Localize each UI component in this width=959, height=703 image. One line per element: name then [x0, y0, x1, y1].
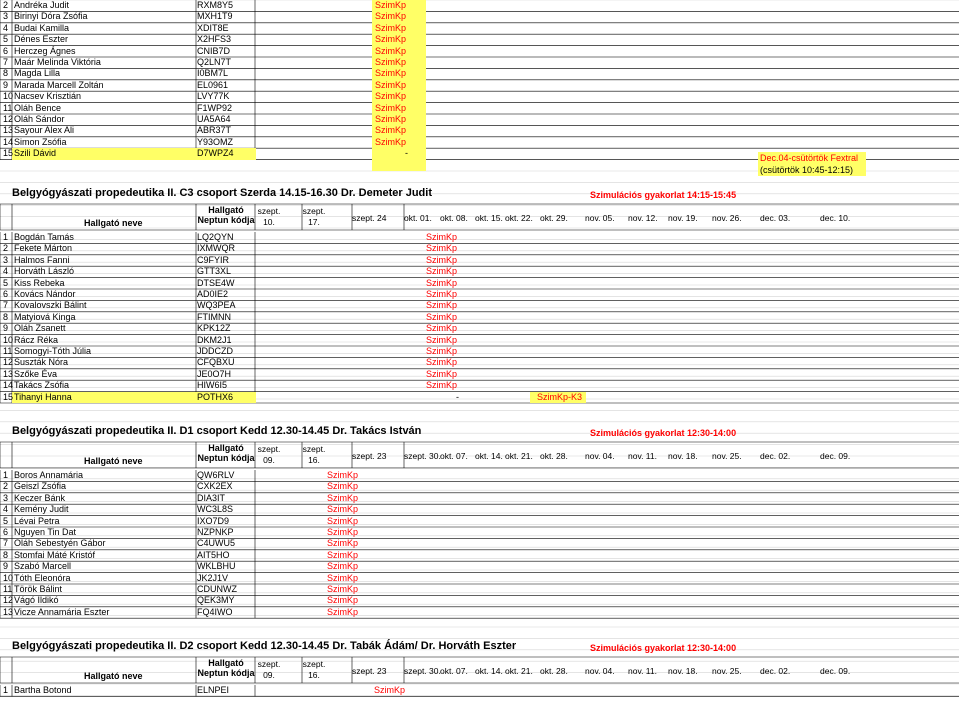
neptun-code: WC3L8S — [197, 504, 234, 515]
date-header: nov. 04. — [585, 666, 615, 676]
date-header: szept. 30. — [404, 666, 441, 676]
status-cell: SzimKp — [327, 584, 359, 594]
status-cell: SzimKp — [375, 45, 407, 56]
name-header: Hallgató neve — [84, 671, 143, 681]
student-name: Nacsev Krisztián — [14, 91, 82, 102]
row-number: 12 — [3, 357, 14, 368]
status-cell: SzimKp — [327, 481, 359, 492]
row-number: 13 — [3, 368, 14, 379]
neptun-code: ABR37T — [197, 125, 232, 136]
date-header: nov. 18. — [668, 451, 698, 461]
row-number: 7 — [3, 538, 9, 549]
status-cell: SzimKp — [375, 102, 407, 113]
neptun-code: XDIT8E — [197, 22, 229, 33]
row-number: 2 — [3, 243, 9, 254]
student-name: Somogyi-Tóth Júlia — [14, 346, 92, 356]
date-header: nov. 04. — [585, 451, 615, 461]
row-number: 2 — [3, 0, 9, 10]
date-header: okt. 14. — [475, 666, 503, 676]
row-number: 13 — [3, 606, 14, 617]
date-header: szept. 24 — [352, 213, 387, 223]
date-header: dec. 09. — [820, 451, 851, 461]
neptun-code: LQ2QYN — [197, 232, 234, 242]
row-number: 9 — [3, 323, 9, 334]
neptun-code: FTIMNN — [197, 311, 231, 322]
row-number: 5 — [3, 515, 9, 526]
date-header: nov. 11. — [628, 666, 657, 676]
section-title: Belgyógyászati propedeutika II. D1 csoport Kedd 12.30-14.45 Dr. Takács István — [12, 425, 422, 437]
neptun-code: FQ4IWO — [197, 606, 233, 617]
row-number: 11 — [3, 102, 13, 113]
row-number: 1 — [3, 470, 9, 480]
student-name: Kiss Rebeka — [14, 277, 65, 288]
neptun-code: UA5A64 — [197, 114, 231, 124]
student-name: Geiszl Zsófia — [14, 481, 67, 492]
student-name: Boros Annamária — [14, 470, 84, 480]
row-number: 7 — [3, 57, 9, 67]
student-name: Tihanyi Hanna — [14, 391, 72, 402]
status-cell: SzimKp — [426, 243, 458, 254]
status-cell: SzimKp — [426, 266, 458, 277]
neptun-code: POTHX6 — [197, 391, 234, 402]
date-header: szept. 16. — [302, 444, 326, 465]
date-header: okt. 22. — [505, 213, 533, 223]
student-name: Fekete Márton — [14, 243, 73, 254]
status-cell: SzimKp — [327, 538, 359, 549]
status-cell: SzimKp — [426, 311, 458, 322]
date-header: dec. 02. — [760, 451, 791, 461]
row-number: 4 — [3, 504, 9, 515]
status-cell: SzimKp — [374, 685, 406, 695]
neptun-code: EL0961 — [197, 79, 229, 90]
neptun-code: CNIB7D — [197, 45, 231, 56]
row-number: 13 — [3, 125, 14, 136]
status-cell: SzimKp — [426, 277, 458, 288]
status-cell: SzimKp — [375, 68, 407, 79]
neptun-code: CFQBXU — [197, 357, 235, 368]
student-name: Szőke Éva — [14, 368, 58, 379]
status-cell: SzimKp — [426, 300, 458, 311]
date-header: szept. 30. — [404, 451, 441, 461]
status-cell: SzimKp — [426, 232, 458, 242]
status-cell: SzimKp — [375, 0, 407, 10]
neptun-code: CXK2EX — [197, 481, 233, 492]
date-header: okt. 28. — [540, 451, 568, 461]
neptun-code: LVY77K — [197, 91, 230, 102]
row-number: 2 — [3, 481, 9, 492]
date-header: szept. 17. — [302, 206, 326, 227]
student-name: Tóth Eleonóra — [14, 572, 71, 583]
date-header: dec. 03. — [760, 213, 791, 223]
neptun-code: JE0O7H — [197, 368, 232, 379]
date-header: szept. 16. — [302, 659, 326, 680]
neptun-code: X2HFS3 — [197, 34, 232, 45]
row-number: 11 — [3, 346, 13, 356]
student-name: Andréka Judit — [14, 0, 70, 10]
row-number: 6 — [3, 45, 9, 56]
status-cell: SzimKp — [327, 549, 359, 560]
date-header: nov. 11. — [628, 451, 657, 461]
status-cell: SzimKp — [327, 470, 359, 480]
neptun-code: IXO7D9 — [197, 515, 230, 526]
status-cell: SzimKp — [375, 57, 407, 67]
row-number: 9 — [3, 79, 9, 90]
neptun-code: JK2J1V — [197, 572, 229, 583]
row-number: 3 — [3, 492, 9, 503]
neptun-code: RXM8Y5 — [197, 0, 234, 10]
neptun-code: WKLBHU — [197, 561, 236, 572]
status-cell: SzimKp — [375, 79, 407, 90]
neptun-header-2: Neptun kódja — [197, 453, 255, 463]
date-header: nov. 18. — [668, 666, 698, 676]
date-header: okt. 07. — [440, 451, 468, 461]
neptun-code: AD0IE2 — [197, 289, 229, 299]
student-name: Kemény Judit — [14, 504, 69, 515]
student-name: Simon Zsófia — [14, 136, 67, 147]
row-number: 14 — [3, 380, 14, 391]
date-header: nov. 05. — [585, 213, 615, 223]
status-cell-2: SzimKp-K3 — [537, 391, 583, 402]
status-cell: SzimKp — [426, 346, 458, 356]
status-cell: SzimKp — [426, 380, 458, 391]
neptun-code: GTT3XL — [197, 266, 232, 277]
row-number: 7 — [3, 300, 9, 311]
status-cell: SzimKp — [327, 606, 359, 617]
student-name: Bogdán Tamás — [14, 232, 74, 242]
student-name: Takács Zsófia — [14, 380, 70, 391]
row-number: 9 — [3, 561, 9, 572]
row-number: 5 — [3, 277, 9, 288]
status-cell: SzimKp — [327, 595, 359, 606]
student-name: Rácz Réka — [14, 334, 59, 345]
date-header: nov. 12. — [628, 213, 658, 223]
status-cell: SzimKp — [426, 357, 458, 368]
section-title: Belgyógyászati propedeutika II. C3 csoport Szerda 14.15-16.30 Dr. Demeter Judit — [12, 187, 432, 199]
row-number: 10 — [3, 91, 14, 102]
student-name: Marada Marcell Zoltán — [14, 79, 104, 90]
neptun-code: ELNPEI — [197, 685, 230, 695]
date-header: szept. 23 — [352, 451, 387, 461]
student-name: Magda Lilla — [14, 68, 61, 79]
student-name: Dénes Eszter — [14, 34, 69, 45]
student-name: Kovalovszki Bálint — [14, 300, 87, 311]
date-header: okt. 01. — [404, 213, 432, 223]
student-name: Török Bálint — [14, 584, 63, 594]
row-number: 10 — [3, 572, 14, 583]
neptun-code: I0BM7L — [197, 68, 229, 79]
neptun-code: Y93OMZ — [197, 136, 234, 147]
row-number: 3 — [3, 11, 9, 22]
date-header: nov. 19. — [668, 213, 698, 223]
status-cell: SzimKp — [375, 125, 407, 136]
date-header: nov. 25. — [712, 451, 742, 461]
neptun-code: QW6RLV — [197, 470, 235, 480]
student-name: Stomfai Máté Kristóf — [14, 549, 96, 560]
student-name: Szili Dávid — [14, 148, 57, 159]
row-number: 12 — [3, 114, 14, 124]
student-name: Nguyen Tin Dat — [14, 527, 77, 537]
student-name: Vicze Annamária Eszter — [14, 606, 110, 617]
extra-label-2: (csütörtök 10:45-12:15) — [760, 165, 854, 175]
date-header: dec. 10. — [820, 213, 851, 223]
row-number: 6 — [3, 289, 9, 299]
date-header: szept. 23 — [352, 666, 387, 676]
date-header: nov. 26. — [712, 213, 742, 223]
status-cell: - — [405, 148, 408, 159]
row-number: 1 — [3, 685, 9, 695]
row-number: 15 — [3, 391, 14, 402]
section-note: Szimulációs gyakorlat 12:30-14:00 — [590, 643, 737, 653]
status-cell: SzimKp — [426, 323, 458, 334]
status-cell: SzimKp — [327, 572, 359, 583]
student-name: Maár Melinda Viktória — [14, 57, 101, 67]
status-cell: SzimKp — [426, 254, 458, 265]
date-header: okt. 08. — [440, 213, 468, 223]
neptun-code: DIA3IT — [197, 492, 226, 503]
date-header: okt. 15. — [475, 213, 503, 223]
row-number: 8 — [3, 549, 9, 560]
status-cell: SzimKp — [426, 289, 458, 299]
row-number: 6 — [3, 527, 9, 537]
neptun-code: KPK12Z — [197, 323, 231, 334]
row-number: 3 — [3, 254, 9, 265]
neptun-code: JDDCZD — [197, 346, 233, 356]
section-title: Belgyógyászati propedeutika II. D2 csoport Kedd 12.30-14.45 Dr. Tabák Ádám/ Dr. Horváth Eszter — [12, 640, 517, 652]
row-number: 5 — [3, 34, 9, 45]
date-header: dec. 09. — [820, 666, 851, 676]
status-cell: SzimKp — [327, 504, 359, 515]
row-number: 4 — [3, 266, 9, 277]
student-name: Sayour Alex Ali — [14, 125, 75, 136]
date-header: szept. 09. — [257, 444, 281, 465]
status-cell: SzimKp — [375, 22, 407, 33]
student-name: Horváth László — [14, 266, 75, 277]
section-note: Szimulációs gyakorlat 14:15-15:45 — [590, 190, 737, 200]
row-number: 4 — [3, 22, 9, 33]
student-name: Birinyi Dóra Zsófia — [14, 11, 88, 22]
status-cell: SzimKp — [426, 368, 458, 379]
row-number: 8 — [3, 68, 9, 79]
neptun-code: DTSE4W — [197, 277, 235, 288]
neptun-header-1: Hallgató — [208, 443, 244, 453]
neptun-code: DKM2J1 — [197, 334, 232, 345]
status-cell: SzimKp — [375, 11, 407, 22]
neptun-code: C4UWU5 — [197, 538, 236, 549]
neptun-code: IXMWQR — [197, 243, 235, 254]
status-cell: SzimKp — [327, 492, 359, 503]
name-header: Hallgató neve — [84, 456, 143, 466]
row-number: 12 — [3, 595, 14, 606]
neptun-code: MXH1T9 — [197, 11, 233, 22]
neptun-code: D7WPZ4 — [197, 148, 234, 159]
neptun-code: QEK3MY — [197, 595, 235, 606]
status-cell: SzimKp — [426, 334, 458, 345]
date-header: okt. 21. — [505, 451, 533, 461]
neptun-code: AIT5HO — [197, 549, 230, 560]
neptun-code: CDUNWZ — [197, 584, 237, 594]
neptun-code: HIW6I5 — [197, 380, 228, 391]
date-header: nov. 25. — [712, 666, 742, 676]
status-cell: SzimKp — [327, 515, 359, 526]
neptun-header-2: Neptun kódja — [197, 668, 255, 678]
student-name: Keczer Bánk — [14, 492, 66, 503]
date-header: okt. 29. — [540, 213, 568, 223]
neptun-header-1: Hallgató — [208, 658, 244, 668]
extra-label: Dec.04-csütörtök Fextral — [760, 153, 859, 163]
student-name: Suszták Nóra — [14, 357, 69, 368]
student-name: Matyiová Kinga — [14, 311, 76, 322]
student-name: Bartha Botond — [14, 685, 72, 695]
date-header: okt. 28. — [540, 666, 568, 676]
neptun-code: NZPNKP — [197, 527, 234, 537]
student-name: Oláh Sebestyén Gábor — [14, 538, 106, 549]
row-number: 10 — [3, 334, 14, 345]
status-cell: SzimKp — [327, 561, 359, 572]
student-name: Herczeg Ágnes — [14, 45, 76, 56]
status-cell: - — [456, 391, 459, 402]
neptun-code: Q2LN7T — [197, 57, 232, 67]
name-header: Hallgató neve — [84, 218, 143, 228]
date-header: okt. 14. — [475, 451, 503, 461]
section-note: Szimulációs gyakorlat 12:30-14:00 — [590, 428, 737, 438]
student-name: Budai Kamilla — [14, 22, 70, 33]
neptun-code: C9FYIR — [197, 254, 230, 265]
date-header: szept. 10. — [257, 206, 281, 227]
student-name: Oláh Zsanett — [14, 323, 66, 334]
status-cell: SzimKp — [327, 527, 359, 537]
date-header: dec. 02. — [760, 666, 791, 676]
status-cell: SzimKp — [375, 91, 407, 102]
date-header: szept. 09. — [257, 659, 281, 680]
row-number: 11 — [3, 584, 13, 594]
row-number: 8 — [3, 311, 9, 322]
row-number: 1 — [3, 232, 9, 242]
neptun-header-2: Neptun kódja — [197, 215, 255, 225]
status-cell: SzimKp — [375, 34, 407, 45]
row-number: 14 — [3, 136, 14, 147]
student-name: Vágó Ildikó — [14, 595, 59, 606]
neptun-header-1: Hallgató — [208, 205, 244, 215]
status-cell: SzimKp — [375, 114, 407, 124]
student-name: Halmos Fanni — [14, 254, 70, 265]
student-name: Oláh Bence — [14, 102, 62, 113]
student-name: Lévai Petra — [14, 515, 60, 526]
date-header: okt. 21. — [505, 666, 533, 676]
student-name: Szabó Marcell — [14, 561, 72, 572]
neptun-code: F1WP92 — [197, 102, 233, 113]
row-number: 15 — [3, 148, 14, 159]
neptun-code: WQ3PEA — [197, 300, 236, 311]
student-name: Kovács Nándor — [14, 289, 76, 299]
student-name: Oláh Sándor — [14, 114, 65, 124]
date-header: okt. 07. — [440, 666, 468, 676]
status-cell: SzimKp — [375, 136, 407, 147]
